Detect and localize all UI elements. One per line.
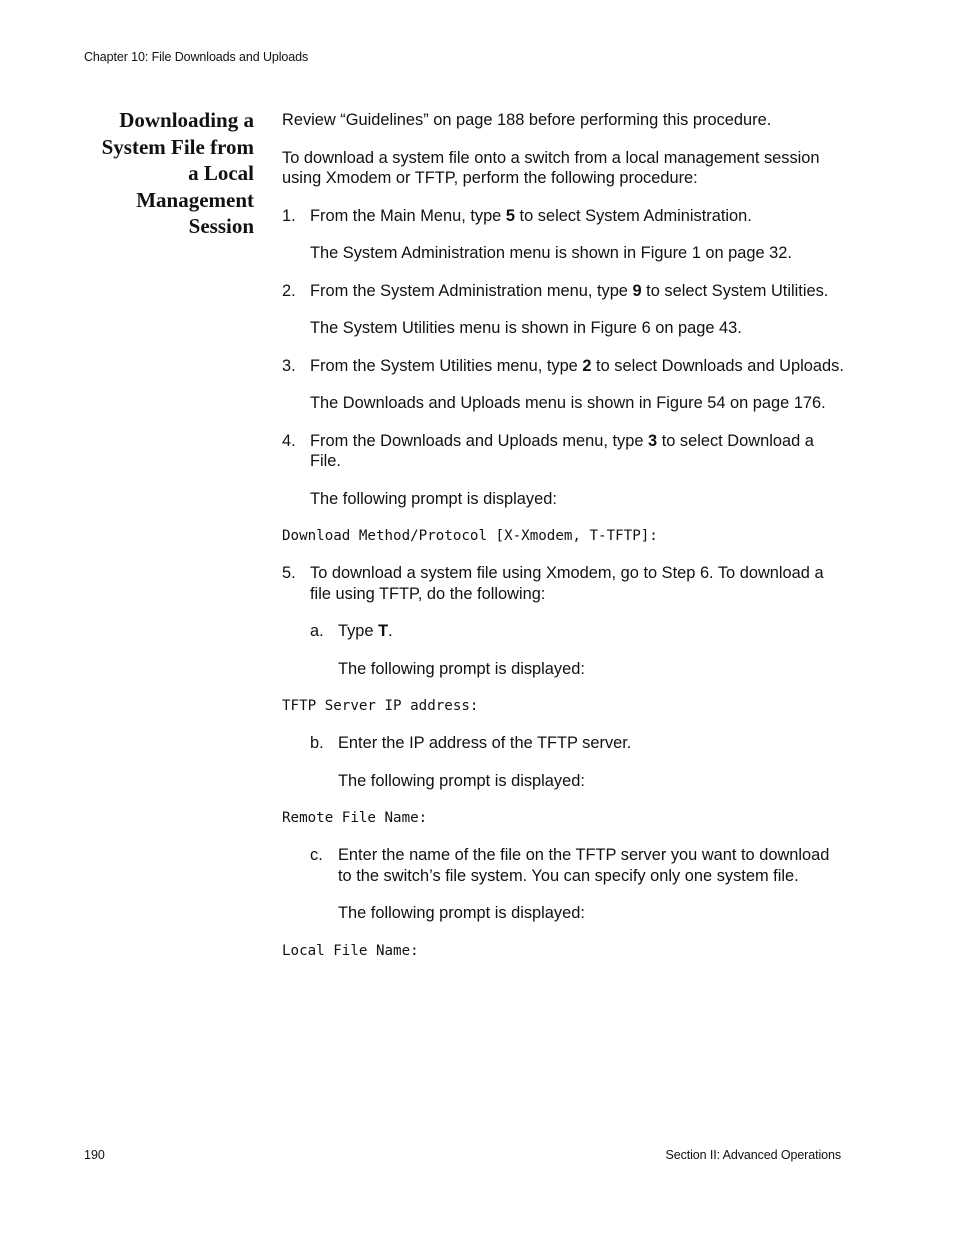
menu-key: T xyxy=(378,622,389,640)
section-heading-line: a Local xyxy=(188,161,254,185)
substep-a xyxy=(310,621,844,642)
substep-letter: c. xyxy=(310,846,323,864)
step-note: The following prompt is displayed: xyxy=(310,489,557,508)
step-4 xyxy=(282,431,844,472)
step-note: The Downloads and Uploads menu is shown in Figure 54 on page 176. xyxy=(310,394,826,412)
step-text xyxy=(310,356,844,377)
step-text-part: From the Main Menu, type xyxy=(310,206,506,225)
prompt-code: TFTP Server IP address: xyxy=(282,698,479,714)
running-head: Chapter 10: File Downloads and Uploads xyxy=(84,50,309,64)
step-text-part: to select System Administration. xyxy=(514,206,752,225)
substep-letter: a. xyxy=(310,622,324,640)
substep-note: The following prompt is displayed: xyxy=(338,904,585,922)
substep-note: The following prompt is displayed: xyxy=(338,771,585,790)
prompt-code: Local File Name: xyxy=(282,942,419,959)
prompt-code: Download Method/Protocol [X-Xmodem, T-TFTP]: xyxy=(282,528,658,544)
substep-text-part: . xyxy=(388,622,393,640)
step-text xyxy=(310,281,844,302)
step-text-part: From the Downloads and Uploads menu, type xyxy=(310,431,649,450)
intro-procedure: To download a system file onto a switch from a local management session using Xmodem or TFTP, perform the following procedure: xyxy=(282,148,820,187)
page-number: 190 xyxy=(84,1148,105,1162)
substep-letter: b. xyxy=(310,734,324,752)
substep-c xyxy=(310,845,844,886)
step-text xyxy=(310,206,844,227)
section-heading-line: Session xyxy=(188,214,254,238)
step-5 xyxy=(282,563,844,604)
step-number: 1. xyxy=(282,206,296,225)
step-number: 4. xyxy=(282,431,296,450)
section-footer: Section II: Advanced Operations xyxy=(665,1148,841,1162)
section-heading-line: Downloading a xyxy=(119,108,254,132)
substep-b xyxy=(310,733,844,754)
step-3 xyxy=(282,356,844,377)
section-heading-line: Management xyxy=(136,187,254,212)
step-text-part: From the System Administration menu, type xyxy=(310,281,633,300)
step-text-part: to select Downloads and Uploads. xyxy=(591,356,844,375)
step-text-part: to select Download a File. xyxy=(310,431,814,470)
step-number: 3. xyxy=(282,356,296,375)
step-note: The System Utilities menu is shown in Figure 6 on page 43. xyxy=(310,319,742,337)
step-text xyxy=(310,431,844,472)
step-2 xyxy=(282,281,844,302)
substep-note: The following prompt is displayed: xyxy=(338,659,585,678)
substep-text-part: Type xyxy=(338,622,379,640)
section-heading-line: System File from xyxy=(101,134,254,159)
menu-key: 3 xyxy=(648,431,658,450)
menu-key: 5 xyxy=(505,206,515,225)
step-text-part: From the System Utilities menu, type xyxy=(310,356,583,375)
step-note: The System Administration menu is shown in Figure 1 on page 32. xyxy=(310,244,792,262)
step-text: To download a system file using Xmodem, go to Step 6. To download a file using TFTP, do the following: xyxy=(310,564,824,603)
intro-review: Review “Guidelines” on page 188 before performing this procedure. xyxy=(282,111,772,129)
substep-text xyxy=(338,621,844,642)
menu-key: 2 xyxy=(582,356,592,375)
prompt-code: Remote File Name: xyxy=(282,810,428,826)
step-number: 5. xyxy=(282,564,296,582)
step-text-part: to select System Utilities. xyxy=(641,281,829,300)
body-content xyxy=(282,110,844,978)
substep-text: Enter the name of the file on the TFTP server you want to download to the switch’s file system. You can specify only one system file. xyxy=(338,846,830,885)
substep-text: Enter the IP address of the TFTP server. xyxy=(338,734,632,752)
step-number: 2. xyxy=(282,281,296,300)
section-heading xyxy=(84,107,254,240)
menu-key: 9 xyxy=(632,281,642,300)
step-1 xyxy=(282,206,844,227)
